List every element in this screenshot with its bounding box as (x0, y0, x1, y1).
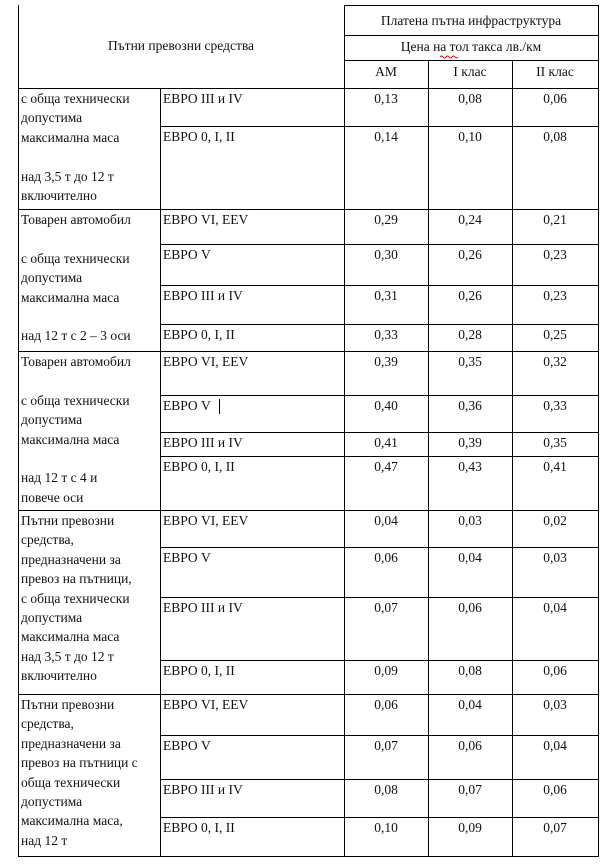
am-price-cell: 0,07 (374, 600, 398, 615)
euro-class-cell: ЕВРО III и IV (163, 91, 243, 106)
vehicle-description-line: допустима (21, 270, 83, 286)
group-separator (18, 209, 599, 210)
class1-price-cell: 0,10 (458, 129, 482, 144)
row-separator (160, 660, 599, 661)
vehicle-description-line: с обща технически (21, 392, 130, 408)
header-sub-rule (344, 60, 599, 61)
class1-price-cell: 0,07 (458, 782, 482, 797)
euro-class-cell: ЕВРО VI, EEV (163, 354, 249, 369)
vehicle-description-line: включително (21, 188, 97, 203)
euro-class-cell: ЕВРО V (163, 550, 211, 565)
vehicle-description-line: над 12 т (21, 832, 68, 848)
class2-price-cell: 0,04 (543, 738, 567, 753)
class2-price-cell: 0,32 (543, 354, 567, 369)
euro-class-cell: ЕВРО VI, EEV (163, 513, 249, 528)
am-price-cell: 0,08 (374, 782, 398, 797)
euro-class-cell: ЕВРО V (163, 398, 211, 413)
vehicle-description-line: допустима (21, 110, 83, 126)
vehicle-description-line: Пътни превозни (21, 513, 115, 528)
euro-class-cell: ЕВРО V (163, 247, 211, 262)
class1-price-cell: 0,43 (458, 459, 482, 474)
vehicle-description-line: Товарен автомобил (21, 212, 131, 227)
vehicle-description-line: над 12 т с 2 – 3 оси (21, 328, 131, 344)
vehicle-description-line: с обща технически (21, 590, 130, 606)
euro-class-cell: ЕВРО 0, I, II (163, 663, 235, 678)
euro-class-cell: ЕВРО VI, EEV (163, 697, 249, 712)
class1-price-cell: 0,06 (458, 600, 482, 615)
vehicle-description-line: Пътни превозни (21, 697, 115, 712)
class1-price-cell: 0,04 (458, 697, 482, 712)
vehicle-description-line: максимална маса (21, 289, 120, 305)
am-price-cell: 0,47 (374, 459, 398, 474)
class1-price-cell: 0,35 (458, 354, 482, 369)
vehicles-header: Пътни превозни средства (107, 38, 255, 53)
class1-price-cell: 0,08 (458, 91, 482, 106)
vehicle-description-line: над 3,5 т до 12 т (21, 168, 114, 184)
class2-price-cell: 0,02 (543, 513, 567, 528)
vehicle-description-line: средства, (21, 532, 74, 548)
price-header: Цена на тол такса лв./км (400, 39, 542, 54)
row-separator (160, 126, 599, 127)
am-price-cell: 0,06 (374, 697, 398, 712)
class2-price-cell: 0,06 (543, 663, 567, 678)
am-price-cell: 0,07 (374, 738, 398, 753)
euro-class-cell: ЕВРО III и IV (163, 288, 243, 303)
am-price-cell: 0,30 (374, 247, 398, 262)
am-price-cell: 0,06 (374, 550, 398, 565)
euro-class-cell: ЕВРО V (163, 738, 211, 753)
row-separator (160, 597, 599, 598)
col-class2-left-border (512, 60, 513, 856)
class2-price-cell: 0,33 (543, 398, 567, 413)
vehicle-description-line: превоз на пътници, (21, 571, 132, 587)
euro-class-cell: ЕВРО III и IV (163, 600, 243, 615)
am-price-cell: 0,14 (374, 129, 398, 144)
row-separator (160, 779, 599, 780)
row-separator (160, 324, 599, 325)
group-separator (18, 510, 599, 511)
vehicle-description-line: допустима (21, 412, 83, 428)
text-cursor (219, 399, 220, 414)
header-top-rule (344, 5, 599, 6)
am-price-cell: 0,04 (374, 513, 398, 528)
euro-class-cell: ЕВРО III и IV (163, 435, 243, 450)
class2-price-cell: 0,25 (543, 327, 567, 342)
row-separator (160, 432, 599, 433)
am-price-cell: 0,39 (374, 354, 398, 369)
class1-price-cell: 0,09 (458, 820, 482, 835)
vehicle-description-line: максимална маса (21, 629, 120, 645)
euro-class-cell: ЕВРО III и IV (163, 782, 243, 797)
class2-price-cell: 0,03 (543, 697, 567, 712)
am-price-cell: 0,29 (374, 212, 398, 227)
class1-price-cell: 0,06 (458, 738, 482, 753)
vehicle-description-line: повече оси (21, 489, 84, 505)
vehicle-description-line: средства, (21, 716, 74, 732)
row-separator (160, 244, 599, 245)
group-separator (18, 351, 599, 352)
vehicle-description-line: допустима (21, 794, 83, 809)
group-separator (18, 694, 599, 695)
vehicle-description-line: над 3,5 т до 12 т (21, 648, 114, 664)
class2-price-cell: 0,35 (543, 435, 567, 450)
class2-price-cell: 0,04 (543, 600, 567, 615)
euro-class-cell: ЕВРО 0, I, II (163, 459, 235, 474)
class1-price-cell: 0,04 (458, 550, 482, 565)
am-price-cell: 0,41 (374, 435, 398, 450)
class1-price-cell: 0,03 (458, 513, 482, 528)
vehicle-description-line: с обща технически (21, 91, 130, 106)
class1-price-cell: 0,08 (458, 663, 482, 678)
col-class1-left-border (428, 60, 429, 856)
euro-class-cell: ЕВРО 0, I, II (163, 820, 235, 835)
am-price-cell: 0,31 (374, 288, 398, 303)
row-separator (160, 285, 599, 286)
class1-price-cell: 0,24 (458, 212, 482, 227)
row-separator (160, 456, 599, 457)
class2-price-cell: 0,06 (543, 91, 567, 106)
col-am-left-border (344, 5, 345, 856)
vehicle-description-line: над 12 т с 4 и (21, 470, 98, 486)
vehicle-description-line: Товарен автомобил (21, 354, 131, 369)
class2-price-cell: 0,23 (543, 247, 567, 262)
infrastructure-header: Платена пътна инфраструктура (380, 13, 562, 28)
vehicle-description-line: максимална маса (21, 129, 120, 145)
table-left-border (18, 5, 19, 856)
am-price-cell: 0,33 (374, 327, 398, 342)
class2-price-cell: 0,03 (543, 550, 567, 565)
vehicle-description-line: максимална маса, (21, 813, 123, 829)
class1-price-cell: 0,26 (458, 247, 482, 262)
vehicle-description-line: предназначени за (21, 551, 121, 567)
class2-price-cell: 0,23 (543, 288, 567, 303)
vehicle-description-line: с обща технически (21, 250, 130, 266)
table-bottom-rule (18, 856, 599, 857)
class1-price-cell: 0,36 (458, 398, 482, 413)
row-separator (160, 817, 599, 818)
am-price-cell: 0,13 (374, 91, 398, 106)
vehicle-description-line: максимална маса (21, 431, 120, 447)
spellcheck-underline (440, 55, 458, 59)
vehicle-description-line: превоз на пътници с (21, 755, 138, 771)
col-class2-header: II клас (536, 64, 574, 79)
class1-price-cell: 0,26 (458, 288, 482, 303)
col-euro-left-border (160, 88, 161, 856)
class1-price-cell: 0,28 (458, 327, 482, 342)
euro-class-cell: ЕВРО 0, I, II (163, 129, 235, 144)
vehicle-description-line: допустима (21, 610, 83, 625)
class1-price-cell: 0,39 (458, 435, 482, 450)
row-separator (160, 735, 599, 736)
euro-class-cell: ЕВРО 0, I, II (163, 327, 235, 342)
am-price-cell: 0,09 (374, 663, 398, 678)
row-separator (160, 547, 599, 548)
vehicle-description-line: обща технически (21, 774, 121, 790)
class2-price-cell: 0,07 (543, 820, 567, 835)
col-class1-header: I клас (453, 64, 487, 79)
am-price-cell: 0,10 (374, 820, 398, 835)
row-separator (160, 395, 599, 396)
vehicle-description-line: включително (21, 668, 97, 684)
class2-price-cell: 0,06 (543, 782, 567, 797)
vehicle-description-line: предназначени за (21, 735, 121, 751)
am-price-cell: 0,40 (374, 398, 398, 413)
table-right-border (598, 5, 599, 856)
class2-price-cell: 0,08 (543, 129, 567, 144)
euro-class-cell: ЕВРО VI, EEV (163, 212, 249, 227)
class2-price-cell: 0,41 (543, 459, 567, 474)
header-mid-rule (344, 35, 599, 36)
class2-price-cell: 0,21 (543, 212, 567, 227)
col-am-header: АМ (375, 64, 397, 79)
